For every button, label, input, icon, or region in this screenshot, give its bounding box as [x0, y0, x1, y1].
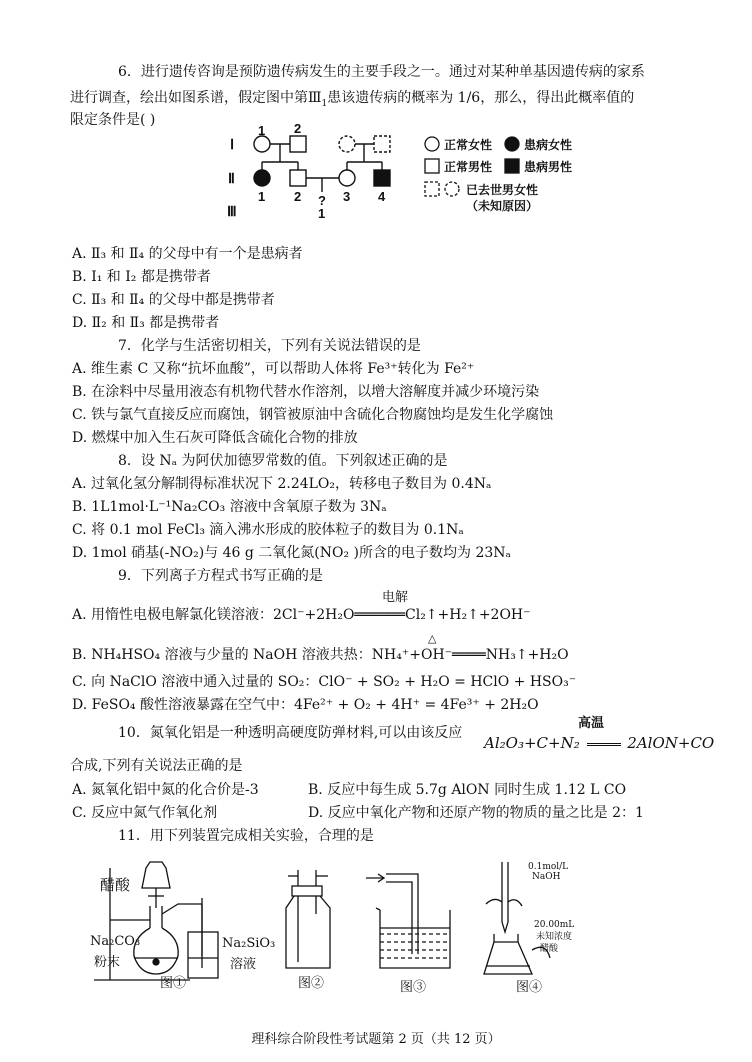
q9-option-c[interactable]: C. 向 NaClO 溶液中通入过量的 SO₂：ClO⁻ + SO₂ + H₂O = HClO + HSO₃⁻ — [72, 674, 577, 690]
figure-4 — [476, 862, 586, 998]
i1-normal-female — [254, 136, 270, 152]
legend-affected-female: 患病女性 — [524, 138, 573, 152]
ii2-num: 2 — [294, 189, 302, 204]
figure-3 — [366, 864, 466, 998]
i1-num: 1 — [258, 123, 266, 138]
fig4-label-1: 0.1mol/L — [528, 862, 569, 872]
legend-affected-male-icon — [505, 159, 519, 173]
ii2-normal-male — [290, 170, 306, 186]
q10-option-d[interactable]: D. 反应中氧化产物和还原产物的物质的量之比是 2：1 — [308, 805, 644, 821]
q7-option-b[interactable]: B. 在涂料中尽量用液态有机物代替水作溶剂，以增大溶解度并减少环境污染 — [72, 384, 540, 400]
fig1-apparatus — [70, 858, 270, 988]
q10-stem: 10．氮氧化铝是一种透明高硬度防弹材料,可以由该反应 — [118, 725, 463, 741]
legend-affected-male: 患病男性 — [524, 160, 573, 174]
ii1-affected-female — [254, 170, 270, 186]
q10-eq-condition: 高温 — [578, 716, 605, 731]
q6-option-a[interactable]: A. Ⅱ₃ 和 Ⅱ₄ 的父母中有一个是患病者 — [72, 246, 303, 262]
q8-option-b[interactable]: B. 1L1mol·L⁻¹Na₂CO₃ 溶液中含氧原子数为 3Nₐ — [72, 499, 387, 515]
q7-option-a[interactable]: A. 维生素 C 又称“抗坏血酸”，可以帮助人体将 Fe³⁺转化为 Fe²⁺ — [72, 361, 475, 377]
page-footer: 理科综合阶段性考试题第 2 页（共 12 页） — [251, 1032, 501, 1047]
q9-option-a[interactable]: A. 用惰性电极电解氯化镁溶液：2Cl⁻+2H₂O══════Cl₂↑+H₂↑+2OH⁻ — [72, 607, 531, 623]
gen-label-1: Ⅰ — [230, 138, 235, 153]
fig1-right-label-2: 溶液 — [230, 957, 257, 972]
ii3-normal-female — [339, 170, 355, 186]
q9-option-b[interactable]: B. NH₄HSO₄ 溶液与少量的 NaOH 溶液共热：NH₄⁺+OH⁻════NH₃↑+H₂O — [72, 647, 569, 663]
q10-equation: Al₂O₃+C+N₂ 2AlON+CO — [484, 734, 715, 752]
q6-option-b[interactable]: B. Ⅰ₁ 和 Ⅰ₂ 都是携带者 — [72, 269, 211, 285]
fig2-caption: 图② — [298, 976, 325, 991]
q6-option-c[interactable]: C. Ⅱ₃ 和 Ⅱ₄ 的父母中都是携带者 — [72, 292, 275, 308]
ii4-affected-male — [374, 170, 390, 186]
fig1-caption: 图① — [160, 976, 187, 991]
q7-option-c[interactable]: C. 铁与氯气直接反应而腐蚀，钢管被原油中含硫化合物腐蚀均是发生化学腐蚀 — [72, 407, 554, 423]
legend-normal-male: 正常男性 — [444, 160, 493, 174]
pedigree-chart — [222, 122, 592, 222]
i2-num: 2 — [294, 122, 302, 136]
fig1-acid-label: 醋酸 — [100, 876, 131, 894]
legend-normal-male-icon — [425, 159, 439, 173]
legend-affected-female-icon — [505, 137, 519, 151]
q10-stem-line2: 合成,下列有关说法正确的是 — [70, 758, 243, 774]
fig1-left-label-1: Na₂CO₃ — [90, 934, 141, 949]
ii4-num: 4 — [378, 189, 386, 204]
i2-normal-male — [290, 136, 306, 152]
q10-option-a[interactable]: A. 氮氧化铝中氮的化合价是-3 — [72, 782, 259, 798]
q9-a-condition: 电解 — [382, 590, 409, 605]
fig1-right-label-1: Na₂SiO₃ — [222, 936, 276, 951]
ii3-num: 3 — [343, 189, 351, 204]
q6-stem-line2: 进行调查，绘出如图系谱，假定图中第$Ⅲ_1$患该遗传病的概率为 1/6，那么，得出此概率值的 — [70, 90, 635, 109]
iii1-unknown: ? — [318, 193, 326, 208]
fig4-label-4: 未知浓度 — [536, 932, 573, 942]
q9-stem: 9．下列离子方程式书写正确的是 — [118, 568, 323, 584]
legend-deceased: 已去世男女性 — [466, 183, 539, 197]
fig3-beaker-tube — [366, 864, 466, 974]
fig4-label-3: 20.00mL — [534, 920, 575, 930]
q8-stem: 8．设 Nₐ 为阿伏加德罗常数的值。下列叙述正确的是 — [118, 453, 448, 469]
q9-option-d[interactable]: D. FeSO₄ 酸性溶液暴露在空气中：4Fe²⁺ + O₂ + 4H⁺ = 4Fe³⁺ + 2H₂O — [72, 697, 539, 713]
q9-b-condition: △ — [428, 632, 437, 645]
deceased-female — [339, 136, 355, 152]
q10-option-c[interactable]: C. 反应中氮气作氧化剂 — [72, 805, 218, 821]
legend-unknown-cause: （未知原因） — [466, 199, 539, 213]
fig2-gas-bottle — [270, 868, 350, 978]
q8-option-c[interactable]: C. 将 0.1 mol FeCl₃ 滴入沸水形成的胶体粒子的数目为 0.1Nₐ — [72, 522, 464, 538]
deceased-male — [374, 136, 390, 152]
gen-label-3: Ⅲ — [227, 205, 237, 220]
q8-option-a[interactable]: A. 过氧化氢分解制得标准状况下 2.24LO₂，转移电子数目为 0.4Nₐ — [72, 476, 492, 492]
ii1-num: 1 — [258, 189, 266, 204]
q6-stem-line1: 6．进行遗传咨询是预防遗传病发生的主要手段之一。通过对某种单基因遗传病的家系 — [118, 64, 645, 80]
q6-stem-line3: 限定条件是( ) — [70, 112, 156, 128]
fig4-caption: 图④ — [516, 980, 543, 995]
q10-option-b[interactable]: B. 反应中每生成 5.7g AlON 同时生成 1.12 L CO — [308, 782, 627, 798]
legend-normal-female: 正常女性 — [444, 138, 493, 152]
legend-deceased-female-icon — [445, 182, 459, 196]
legend-deceased-male-icon — [425, 182, 439, 196]
fig4-label-2: NaOH — [532, 872, 561, 882]
fig4-label-5: 醋酸 — [540, 944, 559, 954]
fig1-left-label-2: 粉末 — [94, 955, 121, 970]
q11-stem: 11．用下列装置完成相关实验，合理的是 — [118, 828, 374, 844]
q6-option-d[interactable]: D. Ⅱ₂ 和 Ⅱ₃ 都是携带者 — [72, 315, 220, 331]
legend-normal-female-icon — [425, 137, 439, 151]
iii1-num: 1 — [318, 206, 326, 221]
figure-2 — [270, 868, 350, 998]
fig3-caption: 图③ — [400, 980, 427, 995]
gen-label-2: Ⅱ — [228, 172, 235, 187]
q7-option-d[interactable]: D. 燃煤中加入生石灰可降低含硫化合物的排放 — [72, 430, 358, 446]
q7-stem: 7．化学与生活密切相关，下列有关说法错误的是 — [118, 338, 421, 354]
figure-1 — [70, 858, 276, 998]
q8-option-d[interactable]: D. 1mol 硝基(-NO₂)与 46 g 二氧化氮(NO₂ )所含的电子数均为 23Nₐ — [72, 545, 511, 561]
